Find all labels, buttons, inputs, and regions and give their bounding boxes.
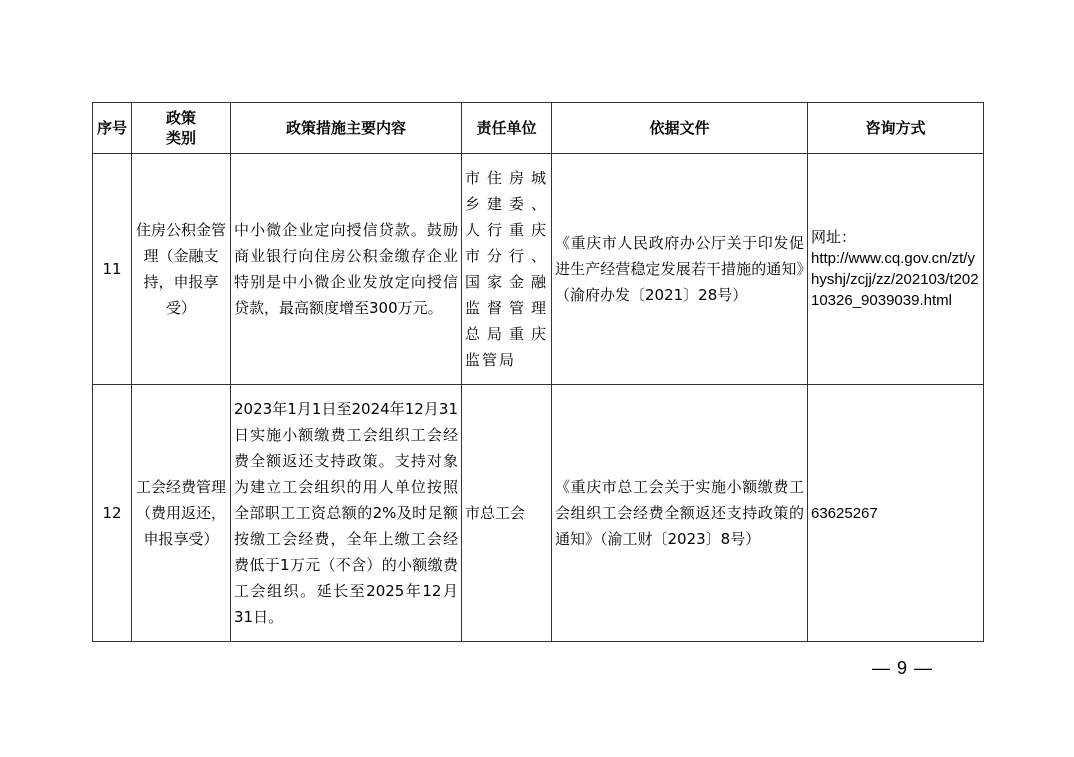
header-category: [132, 103, 231, 154]
row-basis: 《重庆市人民政府办公厅关于印发促进生产经营稳定发展若干措施的通知》（渝府办发〔2021〕28号）: [552, 154, 808, 385]
row-unit: 市总工会: [462, 385, 552, 642]
row-basis: 《重庆市总工会关于实施小额缴费工会组织工会经费全额返还支持政策的通知》（渝工财〔2023〕8号）: [552, 385, 808, 642]
contact-url: http://www.cq.gov.cn/zt/yhyshj/zcjj/zz/202103/t20210326_9039039.html: [811, 250, 979, 309]
row-seq: 11: [93, 154, 132, 385]
row-contact: [808, 154, 984, 385]
policy-table: [92, 102, 984, 642]
header-contact: 咨询方式: [808, 103, 984, 154]
row-seq: 12: [93, 385, 132, 642]
row-contact: [808, 385, 984, 642]
page-number: — 9 —: [872, 658, 934, 678]
row-unit: 市住房城乡建委、人行重庆市分行、国家金融监督管理总局重庆监管局: [462, 154, 552, 385]
header-category-line2: 类别: [165, 129, 196, 147]
row-category: 工会经费管理（费用返还，申报享受）: [132, 385, 231, 642]
table-row: [93, 154, 984, 385]
header-seq: 序号: [93, 103, 132, 154]
contact-phone: 63625267: [811, 504, 878, 522]
header-unit: 责任单位: [462, 103, 552, 154]
row-content: 2023年1月1日至2024年12月31日实施小额缴费工会组织工会经费全额返还支持政策。支持对象为建立工会组织的用人单位按照全部职工工资总额的2%及时足额按缴工会经费，全年上缴工会经费低于1万元（不含）的小额缴费工会组织。延长至2025年12月31日。: [231, 385, 462, 642]
header-content: 政策措施主要内容: [231, 103, 462, 154]
contact-label: 网址：: [811, 229, 857, 246]
header-category-line1: 政策: [165, 109, 196, 127]
row-category: 住房公积金管理（金融支持，申报享受）: [132, 154, 231, 385]
header-basis: 依据文件: [552, 103, 808, 154]
table-header-row: [93, 103, 984, 154]
table-row: [93, 385, 984, 642]
row-content: 中小微企业定向授信贷款。鼓励商业银行向住房公积金缴存企业特别是中小微企业发放定向授信贷款，最高额度增至300万元。: [231, 154, 462, 385]
